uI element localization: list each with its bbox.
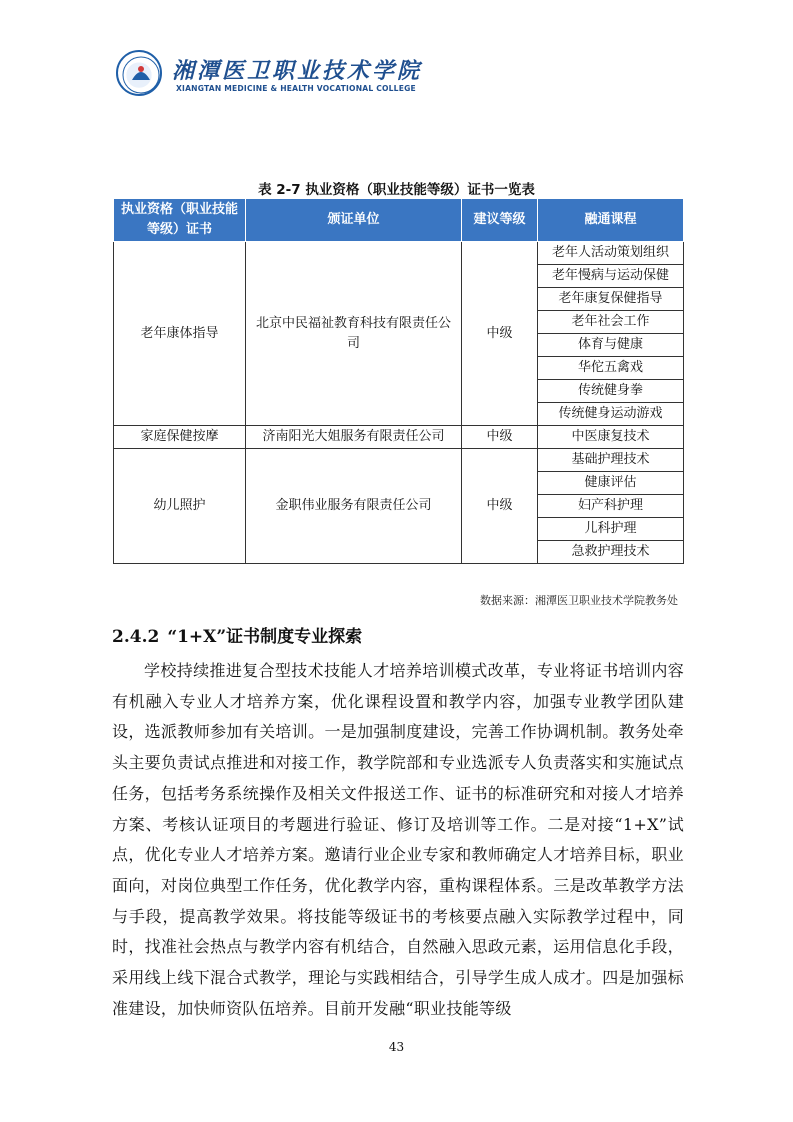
course-cell: 老年康复保健指导 [538, 288, 684, 311]
header-level: 建议等级 [462, 199, 538, 242]
body-paragraph: 学校持续推进复合型技术技能人才培养培训模式改革，专业将证书培训内容有机融入专业人才培养方案，优化课程设置和教学内容，加强专业教学团队建设，选派教师参加有关培训。一是加强制度建设，完善工作协调机制。教务处牵头主要负责试点推进和对接工作，教学院部和专业选派专人负责落实和实施试点任务，包括考务系统操作及相关文件报送工作、证书的标准研究和对接人才培养方案、考核认证项目的考题进行验证、修订及培训等工作。二是对接“1+X”试点，优化专业人才培养方案。邀请行业企业专家和教师确定人才培养目标，职业面向，对岗位典型工作任务，优化教学内容，重构课程体系。三是改革教学方法与手段，提高教学效果。将技能等级证书的考核要点融入实际教学过程中，同时，找准社会热点与教学内容有机结合，自然融入思政元素，运用信息化手段，采用线上线下混合式教学，理论与实践相结合，引导学生成人成才。四是加强标准建设，加快师资队伍培养。目前开发融“职业技能等级 [112, 661, 684, 1018]
course-cell: 传统健身运动游戏 [538, 403, 684, 426]
level: 中级 [462, 426, 538, 449]
section-number: 2.4.2 [112, 627, 160, 647]
page-number: 43 [388, 1040, 405, 1054]
college-name-en: XIANGTAN MEDICINE & HEALTH VOCATIONAL COLLEGE [176, 84, 416, 93]
certificate-table [113, 198, 684, 564]
course-cell: 老年社会工作 [538, 311, 684, 334]
cert-name: 老年康体指导 [114, 242, 246, 426]
section-heading [112, 622, 362, 647]
header-issuer: 颁证单位 [246, 199, 462, 242]
table-row [114, 426, 684, 449]
college-name-cn: 湘潭医卫职业技术学院 [172, 58, 423, 84]
level: 中级 [462, 242, 538, 426]
issuer-name: 济南阳光大姐服务有限责任公司 [246, 426, 462, 449]
table-caption: 表 2-7 执业资格（职业技能等级）证书一览表 [258, 182, 535, 198]
course-cell: 老年慢病与运动保健 [538, 265, 684, 288]
level: 中级 [462, 449, 538, 564]
header-courses: 融通课程 [538, 199, 684, 242]
course-cell: 基础护理技术 [538, 449, 684, 472]
section-title: “1+X”证书制度专业探索 [167, 627, 363, 647]
college-logo-icon [116, 50, 162, 96]
table-source-note: 数据来源：湘潭医卫职业技术学院教务处 [480, 594, 678, 607]
college-header [116, 50, 456, 100]
table-row [114, 449, 684, 472]
course-cell: 健康评估 [538, 472, 684, 495]
course-cell: 儿科护理 [538, 518, 684, 541]
header-cert: 执业资格（职业技能等级）证书 [114, 199, 246, 242]
issuer-name: 金职伟业服务有限责任公司 [246, 449, 462, 564]
course-cell: 中医康复技术 [538, 426, 684, 449]
course-cell: 老年人活动策划组织 [538, 242, 684, 265]
course-cell: 传统健身拳 [538, 380, 684, 403]
table-header-row [114, 199, 684, 242]
course-cell: 急救护理技术 [538, 541, 684, 564]
course-cell: 体育与健康 [538, 334, 684, 357]
table-row [114, 242, 684, 265]
course-cell: 妇产科护理 [538, 495, 684, 518]
cert-name: 幼儿照护 [114, 449, 246, 564]
cert-name: 家庭保健按摩 [114, 426, 246, 449]
course-cell: 华佗五禽戏 [538, 357, 684, 380]
issuer-name: 北京中民福祉教育科技有限责任公司 [246, 242, 462, 426]
